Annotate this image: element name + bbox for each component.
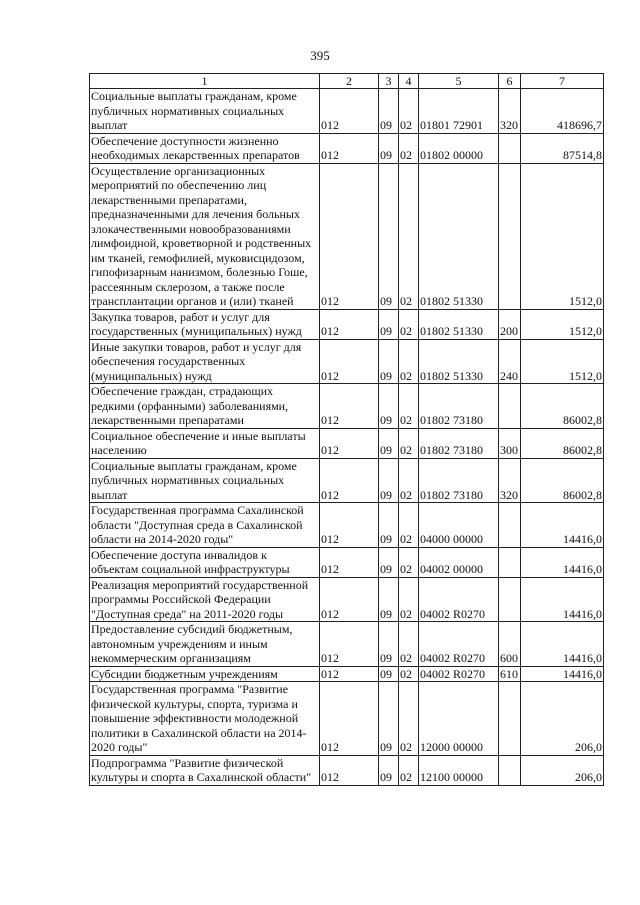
- amount-cell: 1512,0: [521, 339, 604, 384]
- expense-type-cell: 240: [499, 339, 521, 384]
- subsection-code-cell: 02: [399, 428, 419, 458]
- amount-cell: 14416,0: [521, 547, 604, 577]
- column-header: 3: [379, 74, 399, 89]
- expense-type-cell: [499, 577, 521, 622]
- row-name-cell: Осуществление организационных мероприятий по обеспечению лиц лекарственными препаратами, предназначенными для лечения больных злокачественными новообразованиями лимфоидной, кроветворной и родственных им тканей, гемофилией, муковисцидозом, гипофизарным нанизмом, болезнью Гоше, рассеянным склерозом, а также после трансплантации органов и (или) тканей: [90, 163, 320, 309]
- section-code-cell: 09: [379, 309, 399, 339]
- ministry-code-cell: 012: [320, 666, 379, 682]
- ministry-code-cell: 012: [320, 458, 379, 503]
- ministry-code-cell: 012: [320, 682, 379, 756]
- ministry-code-cell: 012: [320, 163, 379, 309]
- amount-cell: 14416,0: [521, 577, 604, 622]
- table-row: [90, 755, 604, 785]
- article-code-cell: 01802 73180: [419, 384, 499, 429]
- amount-cell: 87514,8: [521, 133, 604, 163]
- expense-type-cell: 300: [499, 428, 521, 458]
- section-code-cell: 09: [379, 428, 399, 458]
- article-code-cell: 12000 00000: [419, 682, 499, 756]
- amount-cell: 418696,7: [521, 89, 604, 134]
- amount-cell: 1512,0: [521, 163, 604, 309]
- expense-type-cell: 610: [499, 666, 521, 682]
- ministry-code-cell: 012: [320, 89, 379, 134]
- column-header: 1: [90, 74, 320, 89]
- table-row: [90, 503, 604, 548]
- table-row: [90, 133, 604, 163]
- ministry-code-cell: 012: [320, 755, 379, 785]
- amount-cell: 1512,0: [521, 309, 604, 339]
- column-header: 4: [399, 74, 419, 89]
- row-name-cell: Социальное обеспечение и иные выплаты населению: [90, 428, 320, 458]
- article-code-cell: 04002 R0270: [419, 666, 499, 682]
- expense-type-cell: [499, 503, 521, 548]
- table-row: [90, 666, 604, 682]
- ministry-code-cell: 012: [320, 577, 379, 622]
- table-row: [90, 622, 604, 667]
- subsection-code-cell: 02: [399, 622, 419, 667]
- article-code-cell: 01801 72901: [419, 89, 499, 134]
- ministry-code-cell: 012: [320, 309, 379, 339]
- article-code-cell: 04002 R0270: [419, 577, 499, 622]
- row-name-cell: Обеспечение граждан, страдающих редкими (орфанными) заболеваниями, лекарственными препаратами: [90, 384, 320, 429]
- page-number: 395: [310, 48, 330, 63]
- subsection-code-cell: 02: [399, 682, 419, 756]
- row-name-cell: Закупка товаров, работ и услуг для государственных (муниципальных) нужд: [90, 309, 320, 339]
- ministry-code-cell: 012: [320, 622, 379, 667]
- ministry-code-cell: 012: [320, 133, 379, 163]
- row-name-cell: Предоставление субсидий бюджетным, автономным учреждениям и иным некоммерческим организациям: [90, 622, 320, 667]
- article-code-cell: 04002 R0270: [419, 622, 499, 667]
- row-name-cell: Социальные выплаты гражданам, кроме публичных нормативных социальных выплат: [90, 89, 320, 134]
- row-name-cell: Обеспечение доступа инвалидов к объектам социальной инфраструктуры: [90, 547, 320, 577]
- table-row: [90, 384, 604, 429]
- subsection-code-cell: 02: [399, 503, 419, 548]
- subsection-code-cell: 02: [399, 339, 419, 384]
- expense-type-cell: [499, 384, 521, 429]
- expense-type-cell: [499, 133, 521, 163]
- subsection-code-cell: 02: [399, 577, 419, 622]
- row-name-cell: Иные закупки товаров, работ и услуг для обеспечения государственных (муниципальных) нужд: [90, 339, 320, 384]
- expense-type-cell: [499, 163, 521, 309]
- section-code-cell: 09: [379, 547, 399, 577]
- ministry-code-cell: 012: [320, 428, 379, 458]
- ministry-code-cell: 012: [320, 503, 379, 548]
- row-name-cell: Государственная программа Сахалинской области "Доступная среда в Сахалинской области на 2014-2020 годы": [90, 503, 320, 548]
- section-code-cell: 09: [379, 666, 399, 682]
- row-name-cell: Реализация мероприятий государственной программы Российской Федерации "Доступная среда" на 2011-2020 годы: [90, 577, 320, 622]
- article-code-cell: 01802 73180: [419, 458, 499, 503]
- table-row: [90, 163, 604, 309]
- budget-table: [89, 73, 604, 786]
- table-row: [90, 428, 604, 458]
- section-code-cell: 09: [379, 755, 399, 785]
- expense-type-cell: [499, 682, 521, 756]
- column-header: 7: [521, 74, 604, 89]
- ministry-code-cell: 012: [320, 339, 379, 384]
- amount-cell: 206,0: [521, 682, 604, 756]
- row-name-cell: Обеспечение доступности жизненно необходимых лекарственных препаратов: [90, 133, 320, 163]
- section-code-cell: 09: [379, 458, 399, 503]
- article-code-cell: 01802 51330: [419, 163, 499, 309]
- subsection-code-cell: 02: [399, 133, 419, 163]
- table-row: [90, 577, 604, 622]
- column-header: 2: [320, 74, 379, 89]
- amount-cell: 206,0: [521, 755, 604, 785]
- section-code-cell: 09: [379, 622, 399, 667]
- amount-cell: 14416,0: [521, 622, 604, 667]
- row-name-cell: Социальные выплаты гражданам, кроме публичных нормативных социальных выплат: [90, 458, 320, 503]
- section-code-cell: 09: [379, 133, 399, 163]
- article-code-cell: 01802 73180: [419, 428, 499, 458]
- expense-type-cell: 320: [499, 458, 521, 503]
- row-name-cell: Субсидии бюджетным учреждениям: [90, 666, 320, 682]
- article-code-cell: 04000 00000: [419, 503, 499, 548]
- column-header: 5: [419, 74, 499, 89]
- subsection-code-cell: 02: [399, 547, 419, 577]
- article-code-cell: 04002 00000: [419, 547, 499, 577]
- amount-cell: 14416,0: [521, 666, 604, 682]
- column-header-row: [90, 74, 604, 89]
- subsection-code-cell: 02: [399, 163, 419, 309]
- subsection-code-cell: 02: [399, 755, 419, 785]
- expense-type-cell: 600: [499, 622, 521, 667]
- amount-cell: 86002,8: [521, 458, 604, 503]
- section-code-cell: 09: [379, 682, 399, 756]
- subsection-code-cell: 02: [399, 458, 419, 503]
- table-row: [90, 339, 604, 384]
- row-name-cell: Подпрограмма "Развитие физической культуры и спорта в Сахалинской области": [90, 755, 320, 785]
- subsection-code-cell: 02: [399, 309, 419, 339]
- expense-type-cell: [499, 755, 521, 785]
- table-row: [90, 547, 604, 577]
- subsection-code-cell: 02: [399, 666, 419, 682]
- article-code-cell: 01802 51330: [419, 309, 499, 339]
- section-code-cell: 09: [379, 163, 399, 309]
- row-name-cell: Государственная программа "Развитие физической культуры, спорта, туризма и повышение эффективности молодежной политики в Сахалинской области на 2014-2020 годы": [90, 682, 320, 756]
- subsection-code-cell: 02: [399, 89, 419, 134]
- table-row: [90, 309, 604, 339]
- expense-type-cell: [499, 547, 521, 577]
- expense-type-cell: 320: [499, 89, 521, 134]
- article-code-cell: 01802 00000: [419, 133, 499, 163]
- amount-cell: 86002,8: [521, 428, 604, 458]
- table-row: [90, 682, 604, 756]
- section-code-cell: 09: [379, 503, 399, 548]
- ministry-code-cell: 012: [320, 384, 379, 429]
- subsection-code-cell: 02: [399, 384, 419, 429]
- article-code-cell: 01802 51330: [419, 339, 499, 384]
- column-header: 6: [499, 74, 521, 89]
- table-row: [90, 89, 604, 134]
- section-code-cell: 09: [379, 384, 399, 429]
- section-code-cell: 09: [379, 339, 399, 384]
- amount-cell: 86002,8: [521, 384, 604, 429]
- ministry-code-cell: 012: [320, 547, 379, 577]
- table-row: [90, 458, 604, 503]
- section-code-cell: 09: [379, 89, 399, 134]
- expense-type-cell: 200: [499, 309, 521, 339]
- article-code-cell: 12100 00000: [419, 755, 499, 785]
- section-code-cell: 09: [379, 577, 399, 622]
- amount-cell: 14416,0: [521, 503, 604, 548]
